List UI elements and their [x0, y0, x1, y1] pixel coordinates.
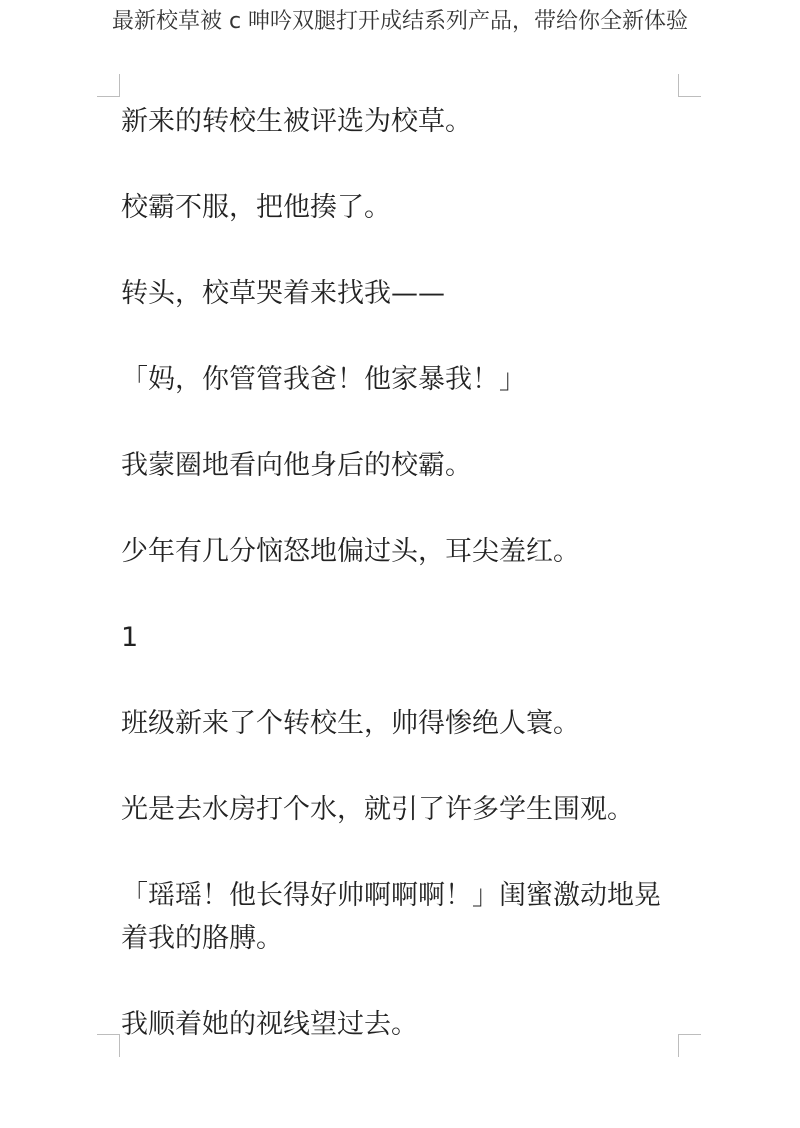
paragraph: 班级新来了个转校生，帅得惨绝人寰。 — [121, 708, 580, 739]
paragraph: 我顺着她的视线望过去。 — [121, 1009, 418, 1040]
crop-mark-top-left — [97, 74, 120, 97]
paragraph: 我蒙圈地看向他身后的校霸。 — [121, 450, 472, 481]
paragraph: 「瑶瑶！他长得好帅啊啊啊！」闺蜜激动地晃着我的胳膊。 — [121, 880, 661, 954]
paragraph: 新来的转校生被评选为校草。 — [121, 106, 472, 137]
crop-mark-top-right — [678, 74, 701, 97]
paragraph: 光是去水房打个水，就引了许多学生围观。 — [121, 794, 634, 825]
crop-mark-bottom-left — [97, 1034, 120, 1057]
paragraph: 「妈，你管管我爸！他家暴我！」 — [121, 364, 526, 395]
document-body — [121, 100, 681, 1046]
chapter-number: 1 — [121, 622, 139, 653]
crop-mark-bottom-right — [678, 1034, 701, 1057]
paragraph: 转头，校草哭着来找我—— — [121, 278, 445, 309]
paragraph: 少年有几分恼怒地偏过头，耳尖羞红。 — [121, 536, 580, 567]
paragraph: 校霸不服，把他揍了。 — [121, 192, 391, 223]
page-title: 最新校草被 c 呻吟双腿打开成结系列产品，带给你全新体验 — [111, 9, 689, 34]
